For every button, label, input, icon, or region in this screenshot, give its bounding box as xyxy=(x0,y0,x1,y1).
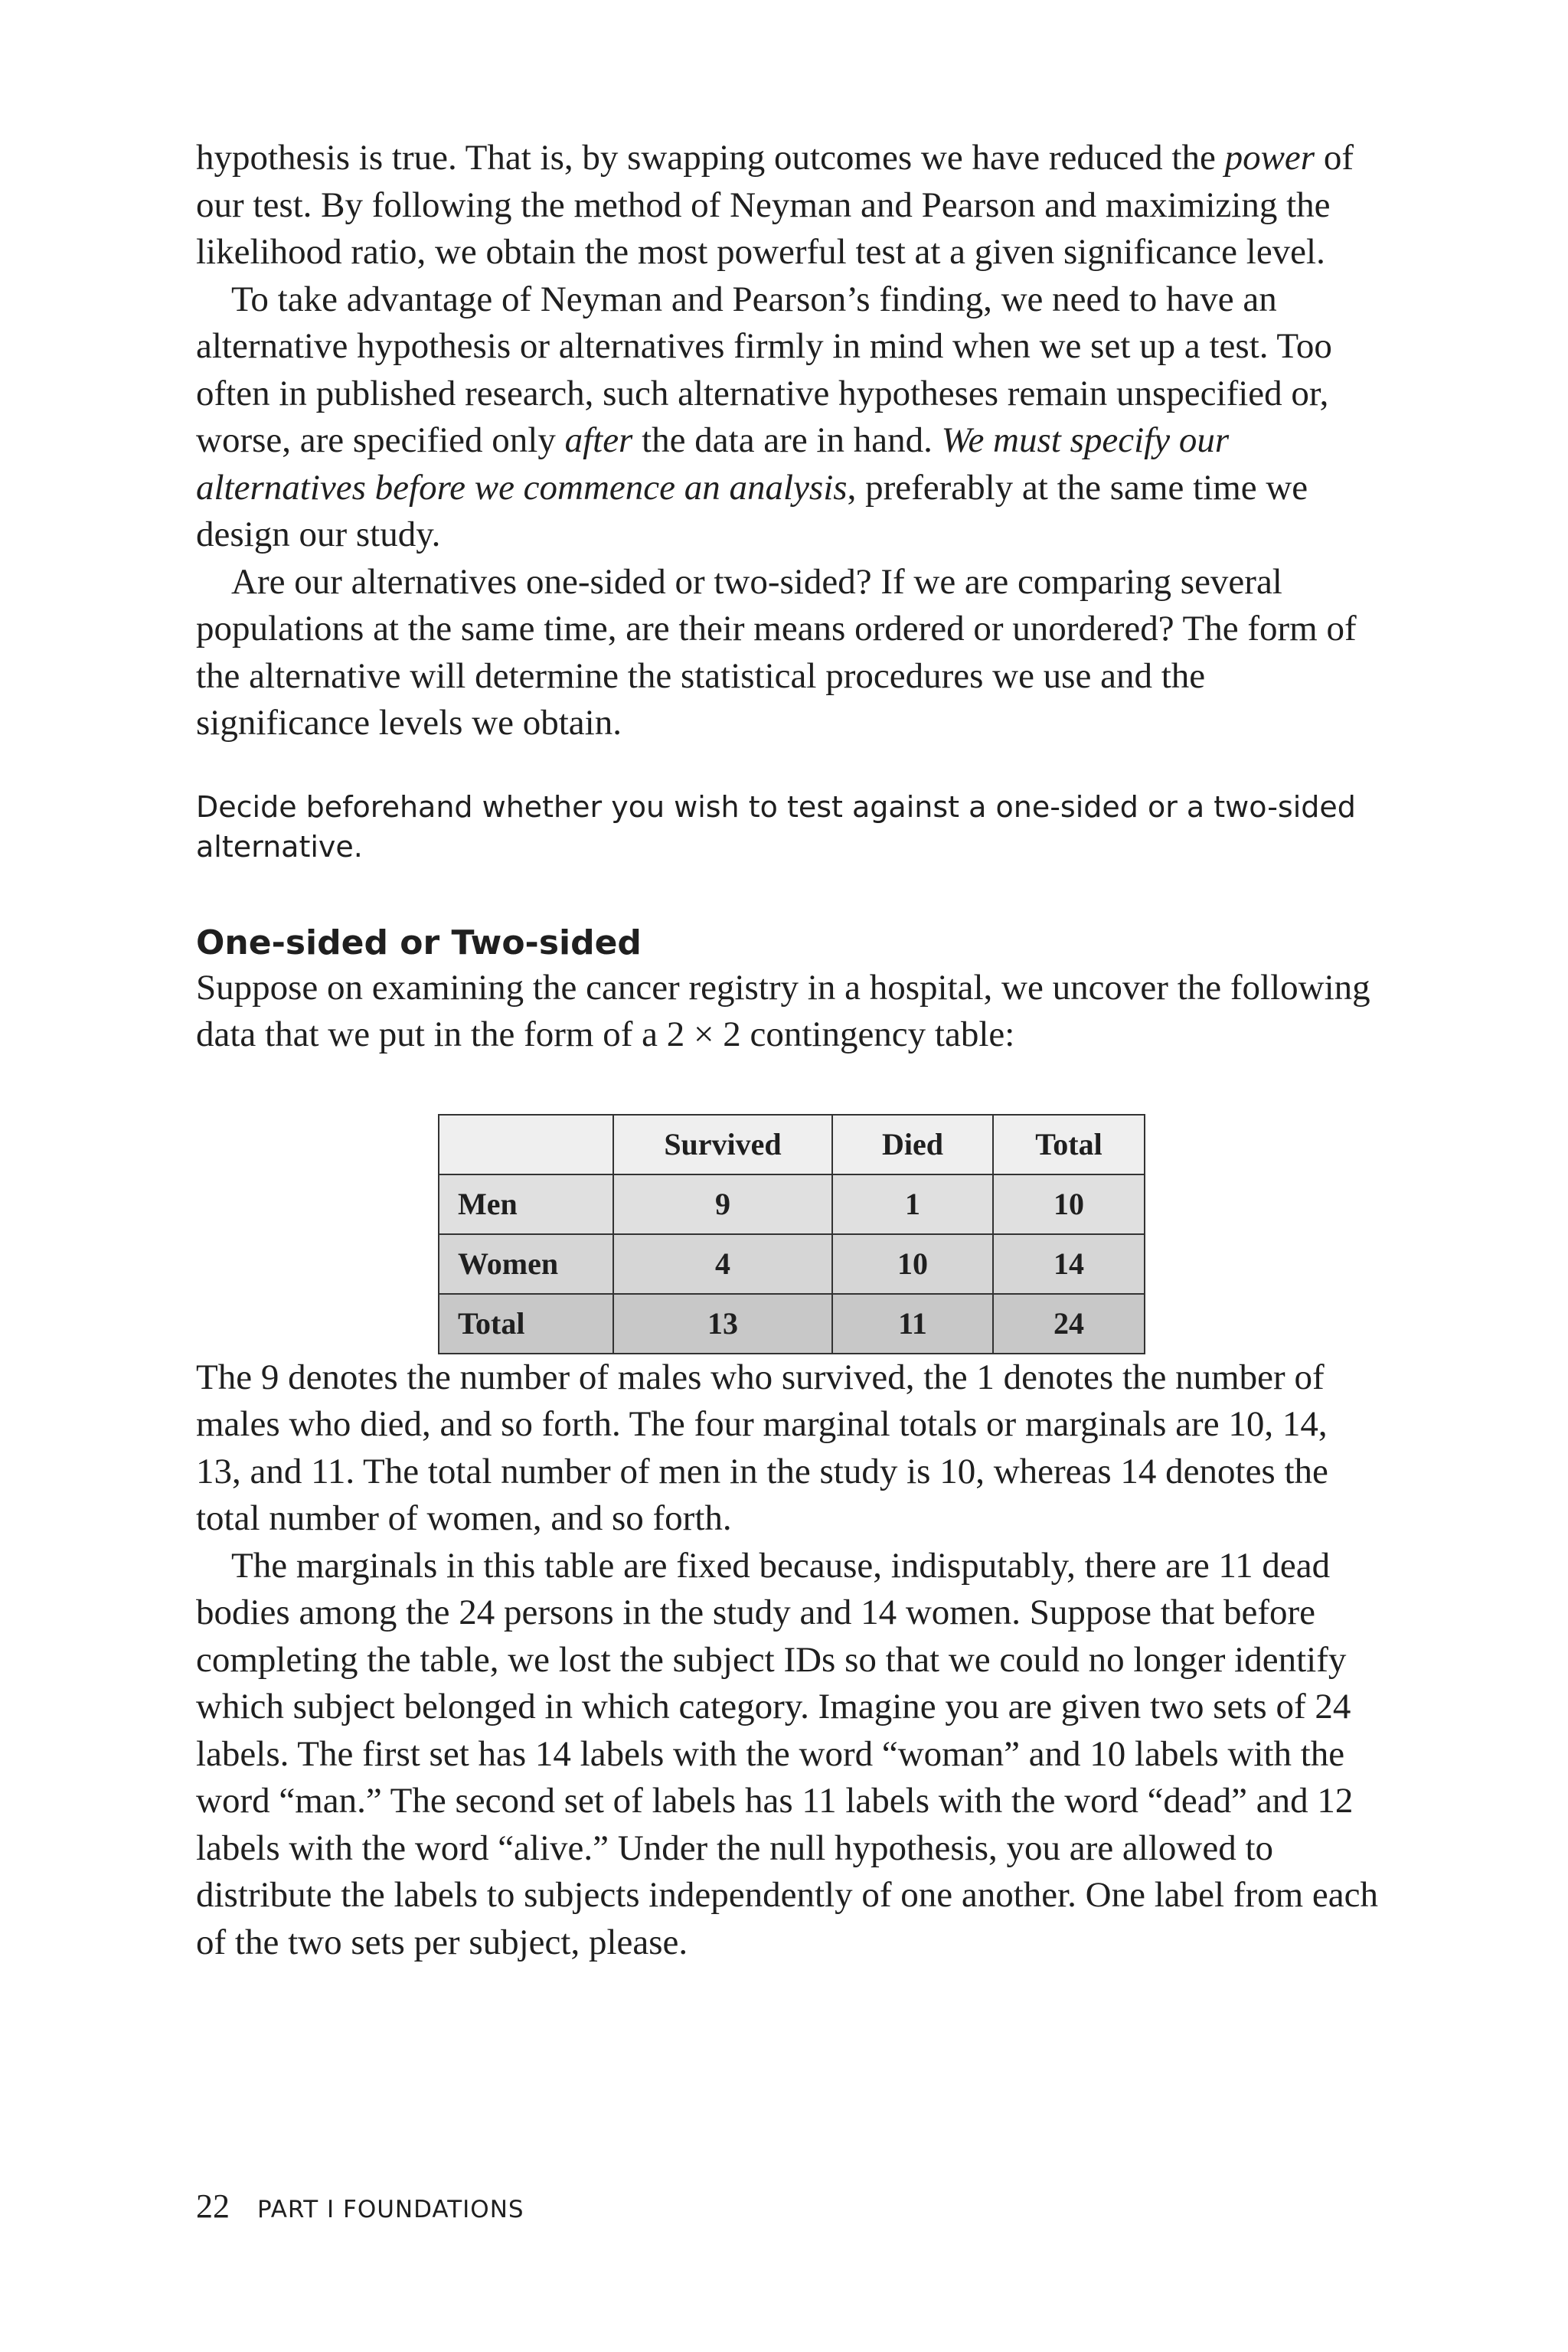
table-cell: 24 xyxy=(993,1294,1145,1354)
table-header-cell: Died xyxy=(832,1115,993,1174)
table-cell: 9 xyxy=(613,1174,832,1234)
paragraph-2-emphasis-specify: We must specify our alternatives before we commence an analysis xyxy=(196,420,1230,508)
table-row-label: Total xyxy=(439,1294,613,1354)
table-cell: 4 xyxy=(613,1234,832,1294)
paragraph-1 xyxy=(196,135,1378,276)
paragraph-1-text-c: of our test. By following the method of Neyman and Pearson and maximizing the likelihood ratio, we obtain the most powerful test at a given significance level. xyxy=(196,138,1354,272)
paragraph-2 xyxy=(196,276,1378,559)
section-heading: One-sided or Two-sided xyxy=(196,923,642,962)
paragraph-4: Suppose on examining the cancer registry in a hospital, we uncover the following data that we put in the form of a 2 × 2 contingency table: xyxy=(196,967,1370,1054)
table-header-cell: Total xyxy=(993,1115,1145,1174)
table-cell: 14 xyxy=(993,1234,1145,1294)
table-row-label: Men xyxy=(439,1174,613,1234)
table-cell: 10 xyxy=(993,1174,1145,1234)
running-head: PART I FOUNDATIONS xyxy=(257,2196,524,2223)
paragraph-3: Are our alternatives one-sided or two-sided? If we are comparing several populations at the same time, are their means ordered or unordered? The form of the alternative will determine the statistical procedures we use and the significance levels we obtain. xyxy=(196,561,1357,743)
table-cell: 1 xyxy=(832,1174,993,1234)
table-header-cell xyxy=(439,1115,613,1174)
paragraph-6: The marginals in this table are fixed because, indisputably, there are 11 dead bodies among the 24 persons in the study and 14 women. Suppose that before completing the table, we lost the subject IDs so that we could no longer identify which subject belonged in which category. Imagine you are given two sets of 24 labels. The first set has 14 labels with the word “woman” and 10 labels with the word “man.” The second set of labels has 11 labels with the word “dead” and 12 labels with the word “alive.” Under the null hypothesis, you are allowed to distribute the labels to subjects independently of one another. One label from each of the two sets per subject, please. xyxy=(196,1545,1379,1962)
table-header-cell: Survived xyxy=(613,1115,832,1174)
paragraph-2-emphasis-after: after xyxy=(564,420,633,460)
paragraph-5: The 9 denotes the number of males who survived, the 1 denotes the number of males who died, and so forth. The four marginal totals or marginals are 10, 14, 13, and 11. The total number of men in the study is 10, whereas 14 denotes the total number of women, and so forth. xyxy=(196,1357,1328,1538)
table-header-row xyxy=(439,1115,1145,1174)
table-row xyxy=(439,1294,1145,1354)
table-row-label: Women xyxy=(439,1234,613,1294)
table-row xyxy=(439,1234,1145,1294)
contingency-table-wrapper xyxy=(438,1114,1378,1354)
table-cell: 11 xyxy=(832,1294,993,1354)
contingency-table xyxy=(438,1114,1145,1354)
table-row xyxy=(439,1174,1145,1234)
paragraph-2-text-e: , preferably at the same time we design our study. xyxy=(196,467,1308,554)
paragraph-1-text-a: hypothesis is true. That is, by swapping outcomes we have reduced the xyxy=(196,138,1225,178)
page-footer xyxy=(196,2187,524,2226)
table-cell: 10 xyxy=(832,1234,993,1294)
page-content xyxy=(196,135,1378,1966)
rule-callout: Decide beforehand whether you wish to test against a one-sided or a two-sided alternative. xyxy=(196,789,1356,864)
page-number: 22 xyxy=(196,2187,230,2225)
paragraph-1-emphasis: power xyxy=(1224,138,1315,178)
paragraph-2-text-c: the data are in hand. xyxy=(632,420,942,460)
paragraph-2-text-a: To take advantage of Neyman and Pearson’s finding, we need to have an alternative hypothesis or alternatives firmly in mind when we set up a test. Too often in published research, such alternative hypotheses remain unspecified or, worse, are specified only xyxy=(196,279,1332,460)
table-cell: 13 xyxy=(613,1294,832,1354)
